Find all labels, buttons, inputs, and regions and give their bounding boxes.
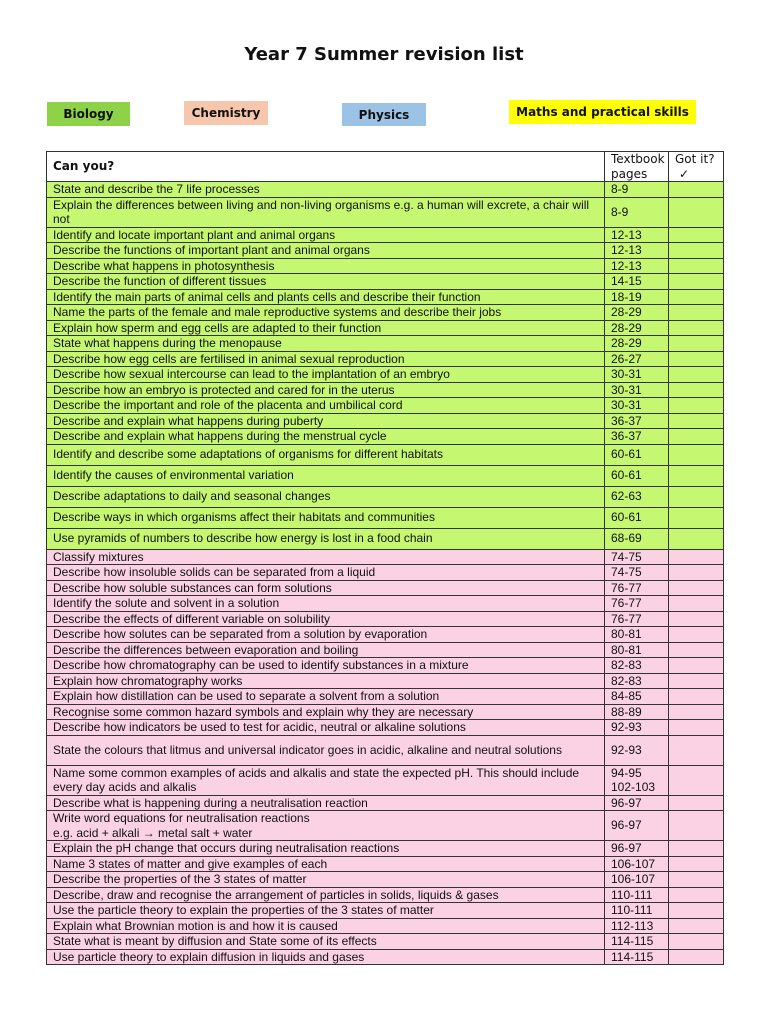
objective-text: Name 3 states of matter and give examples of each [47,856,605,872]
objective-text: Describe how indicators be used to test for acidic, neutral or alkaline solutions [47,720,605,736]
table-row [47,903,724,919]
table-row [47,642,724,658]
objective-text: Explain how sperm and egg cells are adapted to their function [47,320,605,336]
textbook-pages-cell: 76-77 [605,580,669,596]
objective-text: Use particle theory to explain diffusion in liquids and gases [47,949,605,965]
objective-text: Describe what happens in photosynthesis [47,258,605,274]
objective-text: Describe how egg cells are fertilised in animal sexual reproduction [47,351,605,367]
objective-text: Describe the effects of different variable on solubility [47,611,605,627]
got-it-checkbox-cell[interactable] [669,856,724,872]
textbook-pages-cell: 112-113 [605,918,669,934]
table-row [47,765,724,795]
got-it-checkbox-cell[interactable] [669,565,724,581]
textbook-pages-cell: 12-13 [605,243,669,259]
objective-text: Describe the important and role of the placenta and umbilical cord [47,398,605,414]
objective-text: Describe adaptations to daily and seasonal changes [47,486,605,507]
objective-text: Recognise some common hazard symbols and explain why they are necessary [47,704,605,720]
objective-text: Classify mixtures [47,549,605,565]
objective-text: Explain how distillation can be used to separate a solvent from a solution [47,689,605,705]
textbook-pages-cell: 14-15 [605,274,669,290]
legend-chemistry: Chemistry [184,101,268,125]
textbook-pages-cell: 18-19 [605,289,669,305]
table-row [47,735,724,765]
got-it-checkbox-cell[interactable] [669,918,724,934]
got-it-checkbox-cell[interactable] [669,735,724,765]
table-row [47,704,724,720]
got-it-checkbox-cell[interactable] [669,811,724,841]
got-it-checkbox-cell[interactable] [669,765,724,795]
table-row [47,949,724,965]
objective-text: Identify and locate important plant and animal organs [47,227,605,243]
checkmark-icon: ✓ [679,166,690,181]
objective-text: Explain the differences between living and non-living organisms e.g. a human will excrete, a chair will not [47,197,605,227]
got-it-checkbox-cell[interactable] [669,197,724,227]
got-it-checkbox-cell[interactable] [669,465,724,486]
objective-text: Write word equations for neutralisation reactions e.g. acid + alkali → metal salt + water [47,811,605,841]
got-it-checkbox-cell[interactable] [669,289,724,305]
got-it-checkbox-cell[interactable] [669,243,724,259]
table-row [47,486,724,507]
table-row [47,398,724,414]
table-row [47,934,724,950]
table-row [47,856,724,872]
objective-text: Explain what Brownian motion is and how it is caused [47,918,605,934]
textbook-pages-cell: 26-27 [605,351,669,367]
table-header-row [47,152,724,182]
table-row [47,429,724,445]
textbook-pages-cell: 80-81 [605,627,669,643]
got-it-checkbox-cell[interactable] [669,227,724,243]
got-it-checkbox-cell[interactable] [669,887,724,903]
textbook-pages-cell: 88-89 [605,704,669,720]
table-row [47,465,724,486]
objective-text: Describe and explain what happens during the menstrual cycle [47,429,605,445]
table-row [47,611,724,627]
got-it-checkbox-cell[interactable] [669,903,724,919]
textbook-pages-cell: 36-37 [605,429,669,445]
textbook-pages-cell: 30-31 [605,367,669,383]
legend-physics: Physics [342,103,426,126]
textbook-pages-cell: 96-97 [605,841,669,857]
table-row [47,367,724,383]
got-it-checkbox-cell[interactable] [669,949,724,965]
textbook-pages-cell: 96-97 [605,795,669,811]
table-row [47,227,724,243]
got-it-checkbox-cell[interactable] [669,642,724,658]
textbook-pages-cell: 68-69 [605,528,669,549]
got-it-checkbox-cell[interactable] [669,528,724,549]
table-row [47,305,724,321]
got-it-checkbox-cell[interactable] [669,580,724,596]
objective-text: Describe the properties of the 3 states of matter [47,872,605,888]
got-it-checkbox-cell[interactable] [669,320,724,336]
header-textbook-pages [605,152,669,182]
textbook-pages-cell: 60-61 [605,507,669,528]
textbook-pages-cell: 84-85 [605,689,669,705]
table-row [47,444,724,465]
objective-text: Describe what is happening during a neutralisation reaction [47,795,605,811]
got-it-checkbox-cell[interactable] [669,841,724,857]
got-it-checkbox-cell[interactable] [669,673,724,689]
textbook-pages-cell: 110-111 [605,887,669,903]
got-it-checkbox-cell[interactable] [669,429,724,445]
table-row [47,243,724,259]
legend-maths: Maths and practical skills [509,100,696,124]
table-row [47,795,724,811]
textbook-pages-cell: 8-9 [605,182,669,198]
objective-text: Identify the main parts of animal cells and plants cells and describe their function [47,289,605,305]
textbook-pages-cell: 74-75 [605,565,669,581]
table-row [47,274,724,290]
textbook-pages-cell: 114-115 [605,949,669,965]
textbook-pages-cell: 76-77 [605,611,669,627]
table-row [47,382,724,398]
got-it-checkbox-cell[interactable] [669,444,724,465]
got-it-checkbox-cell[interactable] [669,596,724,612]
got-it-checkbox-cell[interactable] [669,258,724,274]
objective-text: Name some common examples of acids and alkalis and state the expected pH. This should include every day acids and alkalis [47,765,605,795]
objective-text: Identify the solute and solvent in a solution [47,596,605,612]
objective-text: Explain the pH change that occurs during neutralisation reactions [47,841,605,857]
table-row [47,549,724,565]
table-row [47,507,724,528]
got-it-checkbox-cell[interactable] [669,486,724,507]
got-it-checkbox-cell[interactable] [669,382,724,398]
textbook-pages-cell: 74-75 [605,549,669,565]
textbook-pages-cell: 60-61 [605,465,669,486]
got-it-checkbox-cell[interactable] [669,872,724,888]
table-row [47,658,724,674]
textbook-pages-cell: 12-13 [605,258,669,274]
textbook-pages-cell: 80-81 [605,642,669,658]
table-row [47,258,724,274]
objective-text: Describe how insoluble solids can be separated from a liquid [47,565,605,581]
got-it-checkbox-cell[interactable] [669,611,724,627]
table-row [47,811,724,841]
objective-text: Identify the causes of environmental variation [47,465,605,486]
textbook-pages-cell: 12-13 [605,227,669,243]
objective-text: Describe how chromatography can be used to identify substances in a mixture [47,658,605,674]
textbook-pages-cell: 76-77 [605,596,669,612]
table-row [47,720,724,736]
got-it-checkbox-cell[interactable] [669,720,724,736]
table-row [47,580,724,596]
header-pages-line1: Textbook [611,152,665,166]
table-row [47,887,724,903]
table-row [47,689,724,705]
objective-text: Use the particle theory to explain the properties of the 3 states of matter [47,903,605,919]
objective-text: Describe how an embryo is protected and cared for in the uterus [47,382,605,398]
textbook-pages-cell: 60-61 [605,444,669,465]
objective-text: State and describe the 7 life processes [47,182,605,198]
got-it-checkbox-cell[interactable] [669,367,724,383]
table-row [47,320,724,336]
got-it-checkbox-cell[interactable] [669,704,724,720]
got-it-checkbox-cell[interactable] [669,507,724,528]
textbook-pages-cell: 92-93 [605,735,669,765]
table-row [47,673,724,689]
table-row [47,197,724,227]
textbook-pages-cell: 106-107 [605,856,669,872]
objective-text: Name the parts of the female and male reproductive systems and describe their jobs [47,305,605,321]
objective-text: State what happens during the menopause [47,336,605,352]
textbook-pages-cell: 30-31 [605,382,669,398]
table-row [47,336,724,352]
objective-text: Describe the functions of important plant and animal organs [47,243,605,259]
got-it-checkbox-cell[interactable] [669,305,724,321]
objective-text: Describe ways in which organisms affect their habitats and communities [47,507,605,528]
textbook-pages-cell: 30-31 [605,398,669,414]
table-row [47,413,724,429]
legend-biology: Biology [47,102,130,126]
got-it-checkbox-cell[interactable] [669,182,724,198]
objective-text: Describe, draw and recognise the arrangement of particles in solids, liquids & gases [47,887,605,903]
header-got-it [669,152,724,182]
objective-text: State what is meant by diffusion and State some of its effects [47,934,605,950]
textbook-pages-cell: 28-29 [605,320,669,336]
objective-text: Explain how chromatography works [47,673,605,689]
objective-text: Use pyramids of numbers to describe how energy is lost in a food chain [47,528,605,549]
table-row [47,841,724,857]
textbook-pages-cell: 94-95 102-103 [605,765,669,795]
textbook-pages-cell: 28-29 [605,305,669,321]
textbook-pages-cell: 62-63 [605,486,669,507]
textbook-pages-cell: 106-107 [605,872,669,888]
objective-text: Describe the function of different tissues [47,274,605,290]
textbook-pages-cell: 28-29 [605,336,669,352]
objective-text: State the colours that litmus and universal indicator goes in acidic, alkaline and neutral solutions [47,735,605,765]
table-row [47,528,724,549]
textbook-pages-cell: 110-111 [605,903,669,919]
got-it-checkbox-cell[interactable] [669,398,724,414]
textbook-pages-cell: 96-97 [605,811,669,841]
header-pages-line2: pages [611,166,648,181]
got-it-checkbox-cell[interactable] [669,549,724,565]
table-row [47,596,724,612]
textbook-pages-cell: 82-83 [605,658,669,674]
table-row [47,351,724,367]
table-row [47,872,724,888]
table-row [47,565,724,581]
header-got-it-label: Got it? [675,152,715,166]
table-row [47,182,724,198]
objective-text: Describe how soluble substances can form solutions [47,580,605,596]
textbook-pages-cell: 114-115 [605,934,669,950]
got-it-checkbox-cell[interactable] [669,627,724,643]
got-it-checkbox-cell[interactable] [669,351,724,367]
got-it-checkbox-cell[interactable] [669,658,724,674]
textbook-pages-cell: 8-9 [605,197,669,227]
objective-text: Describe how sexual intercourse can lead to the implantation of an embryo [47,367,605,383]
objective-text: Describe how solutes can be separated from a solution by evaporation [47,627,605,643]
objective-text: Describe the differences between evaporation and boiling [47,642,605,658]
got-it-checkbox-cell[interactable] [669,274,724,290]
page-title: Year 7 Summer revision list [244,44,524,65]
table-row [47,918,724,934]
objective-text: Describe and explain what happens during puberty [47,413,605,429]
table-row [47,627,724,643]
got-it-checkbox-cell[interactable] [669,795,724,811]
got-it-checkbox-cell[interactable] [669,336,724,352]
table-row [47,289,724,305]
objective-text: Identify and describe some adaptations of organisms for different habitats [47,444,605,465]
textbook-pages-cell: 92-93 [605,720,669,736]
got-it-checkbox-cell[interactable] [669,689,724,705]
textbook-pages-cell: 82-83 [605,673,669,689]
header-can-you: Can you? [47,152,605,182]
textbook-pages-cell: 36-37 [605,413,669,429]
revision-table [46,151,724,965]
got-it-checkbox-cell[interactable] [669,934,724,950]
got-it-checkbox-cell[interactable] [669,413,724,429]
